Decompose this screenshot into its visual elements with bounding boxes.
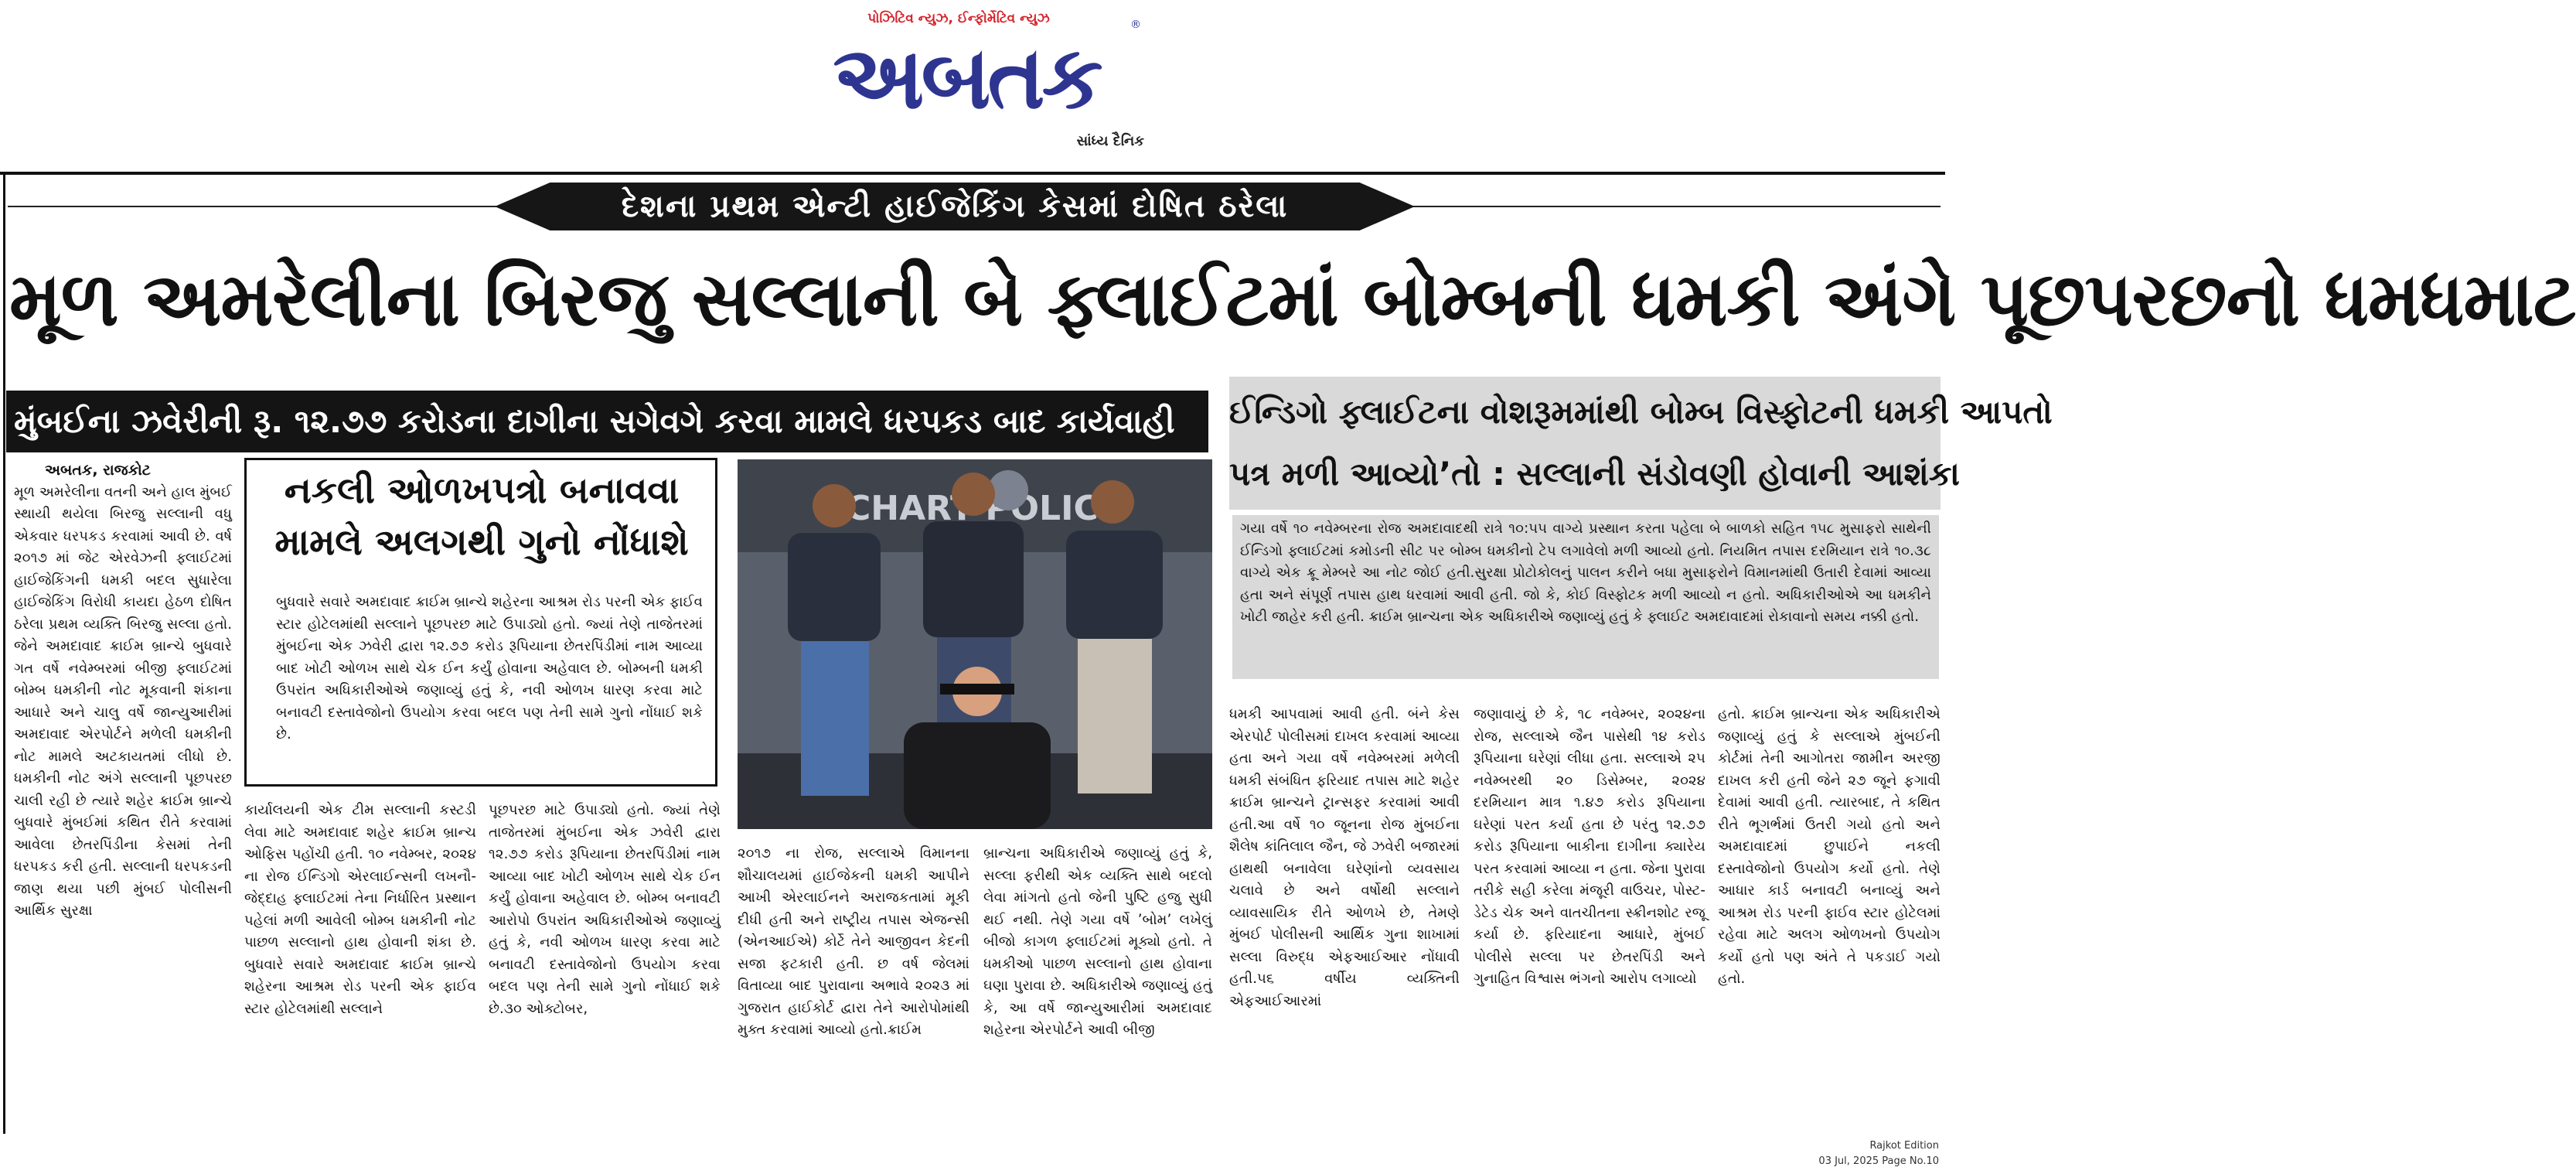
sidebar-box <box>244 458 717 787</box>
article-column-7: જણાવાયું છે કે, ૧૮ નવેમ્બર, ૨૦૨૪ના રોજ, સલ્લાએ જૈન પાસેથી ૧૪ કરોડ રૂપિયાના ઘરેણાં લીધા હતા. સલ્લાએ ૨૫ નવેમ્બરથી ૨૦ ડિસેમ્બર, ૨૦૨૪ દરમિયાન માત્ર ૧.૪૭ કરોડ રૂપિયાના ઘરેણાં પરત કર્યા હતા છે પરંતુ ૧૨.૭૭ કરોડ રૂપિયાના બાકીના દાગીના ક્યારેય પરત કરવામાં આવ્યા ન હતા. જેના પુરાવા તરીકે સહી કરેલા મંજૂરી વાઉચર, પોસ્ટ-ડેટેડ ચેક અને વાતચીતના સ્ક્રીનશોટ રજૂ કર્યા છે. ફરિયાદના આધારે, મુંબઈ પોલીસે સલ્લા પર છેતરપિંડી અને ગુનાહિત વિશ્વાસ ભંગનો આરોપ લગાવ્યો <box>1474 706 1705 987</box>
logo-wordmark: અબતક <box>833 28 1100 128</box>
kicker-rule-left <box>8 206 503 207</box>
right-story-intro-text: ગયા વર્ષે ૧૦ નવેમ્બરના રોજ અમદાવાદથી રાત્રે ૧૦:૫૫ વાગ્યે પ્રસ્થાન કરતા પહેલા બે બાળકો સહિત ૧૫૮ મુસાફરો સાથેની ઈન્ડિગો ફ્લાઈટમાં કમોડની સીટ પર બોમ્બ ધમકીનો ટેપ લગાવેલો મળી આવ્યો હતો. નિયમિત તપાસ દરમિયાન રાત્રે ૧૦.૩૮ વાગ્યે એક ક્રૂ મેમ્બરે આ નોટ જોઈ હતી.સુરક્ષા પ્રોટોકોલનું પાલન કરીને બધા મુસાફરોને વિમાનમાંથી ઉતારી દેવામાં આવ્યા હતા અને સંપૂર્ણ તપાસ હાથ ધરવામાં આવી હતી. જો કે, કોઈ વિસ્ફોટક મળી આવ્યો ન હતો. અધિકારીઓએ આ ધમકીને ખોટી જાહેર કરી હતી. ક્રાઈમ બ્રાન્ચના એક અધિકારીએ જણાવ્યું હતું કે ફ્લાઈટ અમદાવાદમાં રોકાવાનો સમય નક્કી હતો. <box>1240 520 1931 625</box>
article-column-5: બ્રાન્ચના અધિકારીએ જણાવ્યું હતું કે, સલ્લા ફરીથી એક વ્યક્તિ સાથે બદલો લેવા માંગતો હતો જેની પુષ્ટિ હજુ સુધી થઈ નથી. તેણે ગયા વર્ષે ’બોમ’ લખેલું બીજો કાગળ ફ્લાઈટમાં મૂક્યો હતો. તે ધમકીઓ પાછળ સલ્લાનો હાથ હોવાના ઘણા પુરાવા છે. અધિકારીએ જણાવ્યું હતું કે, આ વર્ષે જાન્યુઆરીમાં અમદાવાદ શહેરના એરપોર્ટને આવી બીજી <box>983 845 1212 1038</box>
sidebar-title-line1: નકલી ઓળખપત્રો બનાવવા <box>284 469 680 512</box>
deck-right <box>1229 377 2053 510</box>
sidebar-title-line2: મામલે અલગથી ગુનો નોંધાશે <box>274 521 689 564</box>
top-rule <box>0 172 1945 175</box>
news-photo <box>738 459 1212 829</box>
photo-illustration <box>738 459 1212 829</box>
masthead-logo <box>796 28 1136 128</box>
deck-left: મુંબઈના ઝવેરીની રૂ. ૧૨.૭૭ કરોડના દાગીના સગેવગે કરવા મામલે ધરપકડ બાદ કાર્યવાહી <box>6 391 1208 452</box>
column-1-text: મૂળ અમરેલીના વતની અને હાલ મુંબઈ સ્થાયી થયેલા બિરજુ સલ્લાની વધુ એકવાર ધરપકડ કરવામાં આવી છે. વર્ષ ૨૦૧૭ માં જેટ એરવેઝની ફ્લાઈટમાં હાઈજેકિંગની ધમકી બદલ સુધારેલા હાઈજેકિંગ વિરોધી કાયદા હેઠળ દોષિત ઠરેલા પ્રથમ વ્યક્તિ બિરજુ સલ્લા હતો. જેને અમદાવાદ ક્રાઈમ બ્રાન્ચે બુધવારે ગત વર્ષે નવેમ્બરમાં બીજી ફ્લાઈટમાં બોમ્બ ધમકીની નોટ મૂકવાની શંકાના આધારે અને ચાલુ વર્ષે જાન્યુઆરીમાં અમદાવાદ એરપોર્ટને મળેલી ધમકીની નોટ મામલે અટકાયતમાં લીધો છે. ધમકીની નોટ અંગે સલ્લાની પૂછપરછ ચાલી રહી છે ત્યારે શહેર ક્રાઈમ બ્રાન્ચે બુધવારે મુંબઈમાં કથિત રીતે કરવામાં આવેલા છેતરપિંડીના કેસમાં તેની ધરપકડ કરી હતી. સલ્લાની ધરપકડની જાણ થયા પછી મુંબઈ પોલીસની આર્થિક સુરક્ષા <box>14 483 232 919</box>
headline: મૂળ અમરેલીના બિરજુ સલ્લાની બે ફ્લાઈટમાં બોમ્બની ધમકી અંગે પૂછપરછનો ધમધમાટ <box>9 256 2576 343</box>
registered-mark: ® <box>1130 19 1141 31</box>
right-story-intro <box>1232 515 1939 679</box>
photo-backdrop-text: CHART POLICE <box>846 489 1122 528</box>
dateline: અબતક, રાજકોટ <box>45 462 151 479</box>
deck-right-line2: પત્ર મળી આવ્યો’તો : સલ્લાની સંડોવણી હોવાની આશંકા <box>1229 455 1960 493</box>
left-rule <box>3 175 5 1134</box>
deck-right-line1: ઈન્ડિગો ફ્લાઈટના વોશરૂમમાંથી બોમ્બ વિસ્ફોટની ધમકી આપતો <box>1229 393 2053 431</box>
article-column-3: પૂછપરછ માટે ઉપાડ્યો હતો. જ્યાં તેણે તાજેતરમાં મુંબઈના એક ઝવેરી દ્વારા ૧૨.૭૭ કરોડ રૂપિયાના છેતરપિંડીમાં નામ આવ્યા બાદ ખોટી ઓળખ સાથે ચેક ઈન કર્યું હોવાના અહેવાલ છે. બોમ્બ બનાવટી આરોપો ઉપરાંત અધિકારીઓએ જણાવ્યું હતું કે, નવી ઓળખ ધારણ કરવા માટે બનાવટી દસ્તાવેજોનો ઉપયોગ કરવા બદલ પણ તેની સામે ગુનો નોંધાઈ શકે છે.૩૦ ઓક્ટોબર, <box>489 802 721 1017</box>
article-column-4: ૨૦૧૭ ના રોજ, સલ્લાએ વિમાનના શૌચાલયમાં હાઈજેકની ધમકી આપીને આખી એરલાઈનને અરાજકતામાં મૂકી દીધી હતી અને રાષ્ટ્રીય તપાસ એજન્સી (એનઆઈએ) કોર્ટે તેને આજીવન કેદની સજા ફટકારી હતી. છ વર્ષ જેલમાં વિતાવ્યા બાદ પુરાવાના અભાવે ૨૦૨૩ માં ગુજરાત હાઈકોર્ટ દ્વારા તેને આરોપોમાંથી મુક્ત કરવામાં આવ્યો હતો.ક્રાઈમ <box>738 845 969 1038</box>
article-column-1 <box>14 459 232 1132</box>
masthead-tagline: પોઝિટિવ ન્યુઝ, ઈન્ફોર્મેટિવ ન્યુઝ <box>867 11 1050 26</box>
edition-label: Rajkot Edition <box>1869 1140 1939 1152</box>
date-page-label: 03 Jul, 2025 Page No.10 <box>1818 1155 1939 1167</box>
article-column-6: ધમકી આપવામાં આવી હતી. બંને કેસ એરપોર્ટ પોલીસમાં દાખલ કરવામાં આવ્યા હતા અને ગયા વર્ષે નવેમ્બરમાં મળેલી ધમકી સંબંધિત ફરિયાદ તપાસ માટે શહેર ક્રાઈમ બ્રાન્ચને ટ્રાન્સફર કરવામાં આવી હતી.આ વર્ષે ૧૦ જૂનના રોજ મુંબઈના શૈલેષ કાંતિલાલ જૈન, જે ઝવેરી બજારમાં હાથથી બનાવેલા ઘરેણાંનો વ્યવસાય ચલાવે છે અને વર્ષોથી સલ્લાને વ્યાવસાયિક રીતે ઓળખે છે, તેમણે મુંબઈ પોલીસની આર્થિક ગુના શાખામાં સલ્લા વિરુદ્ધ એફઆઈઆર નોંધાવી હતી.૫૬ વર્ષીય વ્યક્તિની એફઆઈઆરમાં <box>1229 706 1460 1009</box>
article-column-8: હતો. ક્રાઈમ બ્રાન્ચના એક અધિકારીએ જણાવ્યું હતું કે સલ્લાએ મુંબઈની કોર્ટમાં તેની આગોતરા જામીન અરજી દાખલ કરી હતી જેને ૨૭ જૂને ફગાવી દેવામાં આવી હતી. ત્યારબાદ, તે કથિત રીતે ભૂગર્ભમાં ઉતરી ગયો હતો અને અમદાવાદમાં છુપાઈને નકલી દસ્તાવેજોનો ઉપયોગ કર્યો હતો. તેણે આધાર કાર્ડ બનાવટી બનાવ્યું અને આશ્રમ રોડ પરની ફાઈવ સ્ટાર હોટેલમાં રહેવા માટે અલગ ઓળખનો ઉપયોગ કર્યો હતો પણ અંતે તે પકડાઈ ગયો હતો. <box>1718 706 1941 987</box>
kicker-rule-right <box>1407 206 1941 207</box>
kicker-text: દેશના પ્રથમ એન્ટી હાઈજેકિંગ કેસમાં દોષિત ઠરેલા <box>621 189 1289 224</box>
article-column-2: કાર્યાલયની એક ટીમ સલ્લાની કસ્ટડી લેવા માટે અમદાવાદ શહેર ક્રાઈમ બ્રાન્ચ ઓફિસ પહોંચી હતી. ૧૦ નવેમ્બર, ૨૦૨૪ ના રોજ ઈન્ડિગો એરલાઈન્સની લખનૌ-જેદ્દાહ ફ્લાઈટમાં તેના નિર્ધારિત પ્રસ્થાન પહેલાં મળી આવેલી બોમ્બ ધમકીની નોટ પાછળ સલ્લાનો હાથ હોવાની શંકા છે. બુધવારે સવારે અમદાવાદ ક્રાઈમ બ્રાન્ચે શહેરના આશ્રમ રોડ પરની એક ફાઈવ સ્ટાર હોટેલમાંથી સલ્લાને <box>244 802 476 1017</box>
sidebar-body: બુધવારે સવારે અમદાવાદ ક્રાઈમ બ્રાન્ચે શહેરના આશ્રમ રોડ પરની એક ફાઈવ સ્ટાર હોટેલમાંથી સલ્લાને પૂછપરછ માટે ઉપાડ્યો હતો. જ્યાં તેણે તાજેતરમાં મુંબઈના એક ઝવેરી દ્વારા ૧૨.૭૭ કરોડ રૂપિયાના છેતરપિંડીમાં નામ આવ્યા બાદ ખોટી ઓળખ સાથે ચેક ઈન કર્યું હોવાના અહેવાલ છે. બોમ્બની ધમકી ઉપરાંત અધિકારીઓએ જણાવ્યું હતું કે, નવી ઓળખ ધારણ કરવા માટે બનાવટી દસ્તાવેજોનો ઉપયોગ કરવા બદલ પણ તેની સામે ગુનો નોંધાઈ શકે છે. <box>276 594 703 742</box>
masthead-subtitle: સાંધ્ય દૈનિક <box>1076 133 1144 149</box>
sidebar-title <box>251 465 712 568</box>
